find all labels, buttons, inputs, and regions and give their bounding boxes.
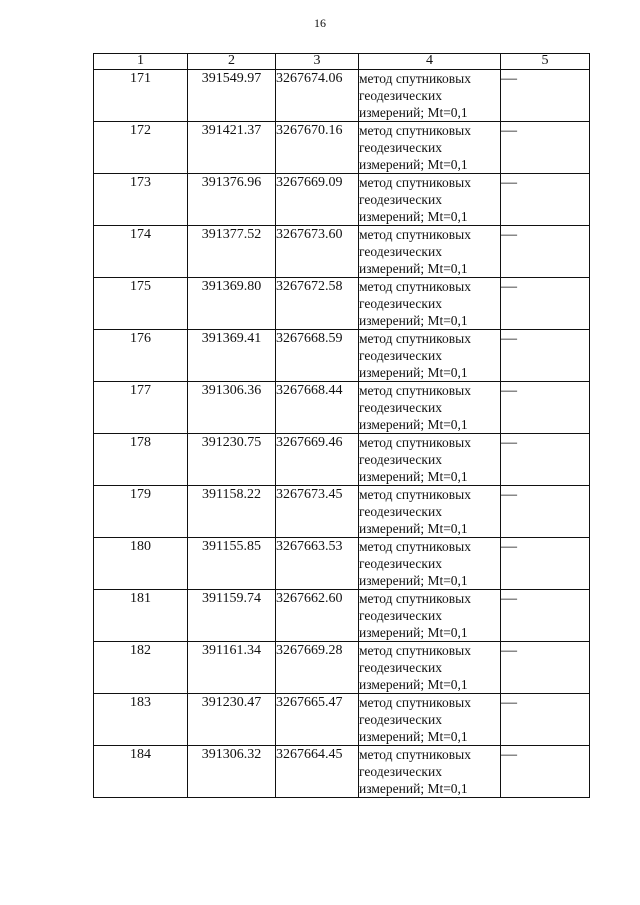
y-coordinate-cell: 3267662.60 [276, 590, 359, 642]
note-cell: — [501, 382, 590, 434]
method-text-line: геодезических [359, 140, 442, 155]
method-cell [359, 538, 501, 590]
method-text-line: метод спутниковых [359, 227, 471, 242]
method-text-line: измерений; Mt=0,1 [359, 469, 468, 484]
method-text-line: метод спутниковых [359, 71, 471, 86]
method-text-line: метод спутниковых [359, 591, 471, 606]
method-text-line: геодезических [359, 192, 442, 207]
note-cell: — [501, 278, 590, 330]
table-body [94, 70, 590, 798]
note-cell: — [501, 226, 590, 278]
method-cell [359, 694, 501, 746]
table-row [94, 694, 590, 746]
point-number-cell: 183 [94, 694, 188, 746]
x-coordinate-cell: 391369.41 [188, 330, 276, 382]
note-cell: — [501, 434, 590, 486]
method-cell [359, 174, 501, 226]
method-text-line: метод спутниковых [359, 331, 471, 346]
table-row [94, 746, 590, 798]
method-text-line: геодезических [359, 764, 442, 779]
x-coordinate-cell: 391230.47 [188, 694, 276, 746]
method-text-line: геодезических [359, 608, 442, 623]
x-coordinate-cell: 391549.97 [188, 70, 276, 122]
method-text-line: метод спутниковых [359, 695, 471, 710]
point-number-cell: 180 [94, 538, 188, 590]
y-coordinate-cell: 3267673.45 [276, 486, 359, 538]
point-number-cell: 179 [94, 486, 188, 538]
table-row [94, 590, 590, 642]
method-text-line: измерений; Mt=0,1 [359, 781, 468, 796]
column-header: 2 [188, 54, 276, 70]
method-text-line: измерений; Mt=0,1 [359, 521, 468, 536]
method-text-line: измерений; Mt=0,1 [359, 625, 468, 640]
method-cell [359, 122, 501, 174]
method-text-line: геодезических [359, 660, 442, 675]
table-row [94, 330, 590, 382]
y-coordinate-cell: 3267669.46 [276, 434, 359, 486]
note-cell: — [501, 538, 590, 590]
y-coordinate-cell: 3267664.45 [276, 746, 359, 798]
method-text-line: измерений; Mt=0,1 [359, 261, 468, 276]
method-text-line: метод спутниковых [359, 643, 471, 658]
y-coordinate-cell: 3267668.59 [276, 330, 359, 382]
table-row [94, 226, 590, 278]
point-number-cell: 182 [94, 642, 188, 694]
method-text-line: измерений; Mt=0,1 [359, 729, 468, 744]
y-coordinate-cell: 3267668.44 [276, 382, 359, 434]
method-text-line: геодезических [359, 504, 442, 519]
method-cell [359, 330, 501, 382]
x-coordinate-cell: 391306.36 [188, 382, 276, 434]
note-cell: — [501, 590, 590, 642]
x-coordinate-cell: 391161.34 [188, 642, 276, 694]
y-coordinate-cell: 3267670.16 [276, 122, 359, 174]
point-number-cell: 181 [94, 590, 188, 642]
column-header: 3 [276, 54, 359, 70]
note-cell: — [501, 330, 590, 382]
point-number-cell: 177 [94, 382, 188, 434]
method-cell [359, 226, 501, 278]
method-text-line: измерений; Mt=0,1 [359, 209, 468, 224]
y-coordinate-cell: 3267669.28 [276, 642, 359, 694]
method-text-line: метод спутниковых [359, 175, 471, 190]
y-coordinate-cell: 3267663.53 [276, 538, 359, 590]
point-number-cell: 175 [94, 278, 188, 330]
note-cell: — [501, 746, 590, 798]
y-coordinate-cell: 3267665.47 [276, 694, 359, 746]
method-cell [359, 434, 501, 486]
method-text-line: метод спутниковых [359, 539, 471, 554]
table-header-row [94, 54, 590, 70]
method-text-line: метод спутниковых [359, 435, 471, 450]
method-cell [359, 642, 501, 694]
x-coordinate-cell: 391377.52 [188, 226, 276, 278]
point-number-cell: 174 [94, 226, 188, 278]
method-text-line: геодезических [359, 348, 442, 363]
x-coordinate-cell: 391155.85 [188, 538, 276, 590]
table-row [94, 538, 590, 590]
table-row [94, 642, 590, 694]
method-text-line: геодезических [359, 556, 442, 571]
note-cell: — [501, 486, 590, 538]
y-coordinate-cell: 3267672.58 [276, 278, 359, 330]
x-coordinate-cell: 391158.22 [188, 486, 276, 538]
point-number-cell: 171 [94, 70, 188, 122]
method-text-line: геодезических [359, 712, 442, 727]
note-cell: — [501, 694, 590, 746]
method-text-line: геодезических [359, 400, 442, 415]
point-number-cell: 173 [94, 174, 188, 226]
method-text-line: измерений; Mt=0,1 [359, 573, 468, 588]
x-coordinate-cell: 391306.32 [188, 746, 276, 798]
note-cell: — [501, 174, 590, 226]
x-coordinate-cell: 391376.96 [188, 174, 276, 226]
method-text-line: метод спутниковых [359, 123, 471, 138]
coordinates-table [93, 53, 590, 798]
method-cell [359, 382, 501, 434]
table-row [94, 382, 590, 434]
table-row [94, 70, 590, 122]
x-coordinate-cell: 391159.74 [188, 590, 276, 642]
table-row [94, 122, 590, 174]
note-cell: — [501, 70, 590, 122]
x-coordinate-cell: 391369.80 [188, 278, 276, 330]
point-number-cell: 176 [94, 330, 188, 382]
table-row [94, 278, 590, 330]
method-text-line: метод спутниковых [359, 383, 471, 398]
x-coordinate-cell: 391421.37 [188, 122, 276, 174]
method-cell [359, 278, 501, 330]
note-cell: — [501, 122, 590, 174]
method-text-line: метод спутниковых [359, 747, 471, 762]
method-cell [359, 486, 501, 538]
method-cell [359, 70, 501, 122]
point-number-cell: 184 [94, 746, 188, 798]
method-text-line: измерений; Mt=0,1 [359, 157, 468, 172]
method-text-line: геодезических [359, 296, 442, 311]
method-text-line: метод спутниковых [359, 279, 471, 294]
method-text-line: геодезических [359, 452, 442, 467]
table-row [94, 486, 590, 538]
method-text-line: геодезических [359, 244, 442, 259]
note-cell: — [501, 642, 590, 694]
method-text-line: измерений; Mt=0,1 [359, 677, 468, 692]
column-header: 1 [94, 54, 188, 70]
y-coordinate-cell: 3267669.09 [276, 174, 359, 226]
method-text-line: измерений; Mt=0,1 [359, 365, 468, 380]
method-text-line: измерений; Mt=0,1 [359, 313, 468, 328]
method-text-line: измерений; Mt=0,1 [359, 105, 468, 120]
point-number-cell: 178 [94, 434, 188, 486]
method-text-line: метод спутниковых [359, 487, 471, 502]
page-number: 16 [314, 16, 326, 30]
method-cell [359, 590, 501, 642]
column-header: 4 [359, 54, 501, 70]
y-coordinate-cell: 3267673.60 [276, 226, 359, 278]
column-header: 5 [501, 54, 590, 70]
y-coordinate-cell: 3267674.06 [276, 70, 359, 122]
point-number-cell: 172 [94, 122, 188, 174]
table-row [94, 434, 590, 486]
method-cell [359, 746, 501, 798]
table-row [94, 174, 590, 226]
method-text-line: геодезических [359, 88, 442, 103]
method-text-line: измерений; Mt=0,1 [359, 417, 468, 432]
x-coordinate-cell: 391230.75 [188, 434, 276, 486]
